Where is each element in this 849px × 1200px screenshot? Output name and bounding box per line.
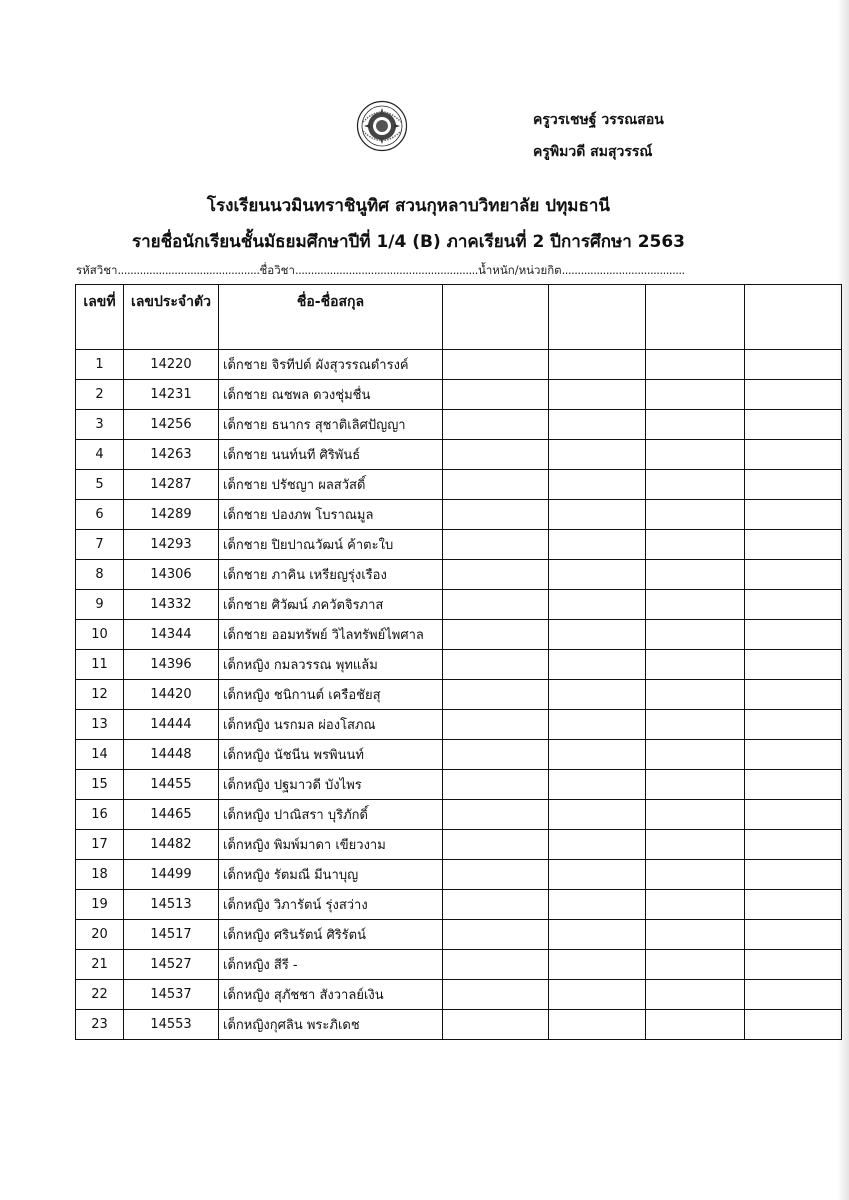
cell-name: เด็กหญิง ชนิกานต์ เครือชัยสุ	[219, 680, 443, 710]
cell-blank	[443, 440, 549, 470]
cell-blank	[443, 950, 549, 980]
cell-blank	[443, 470, 549, 500]
cell-student-id: 14527	[124, 950, 219, 980]
cell-blank	[745, 650, 842, 680]
cell-name: เด็กหญิง พิมพ์มาดา เขียวงาม	[219, 830, 443, 860]
column-header-blank-2	[549, 285, 646, 350]
cell-student-id: 14455	[124, 770, 219, 800]
cell-blank	[646, 830, 745, 860]
table-row	[76, 680, 842, 710]
cell-number: 14	[76, 740, 124, 770]
cell-blank	[646, 380, 745, 410]
cell-name: เด็กชาย ภาคิน เหรียญรุ่งเรือง	[219, 560, 443, 590]
cell-blank	[443, 590, 549, 620]
cell-blank	[443, 890, 549, 920]
cell-blank	[549, 890, 646, 920]
cell-blank	[646, 1010, 745, 1040]
student-roster-table	[75, 284, 842, 1040]
cell-number: 17	[76, 830, 124, 860]
cell-name: เด็กหญิง ศรินรัตน์ ศิริรัตน์	[219, 920, 443, 950]
subject-name-label: ชื่อวิชา	[259, 263, 295, 277]
cell-name: เด็กหญิง สีรี -	[219, 950, 443, 980]
table-row	[76, 860, 842, 890]
school-name: โรงเรียนนวมินทราชินูทิศ สวนกุหลาบวิทยาลัย ปทุมธานี	[206, 196, 611, 216]
cell-student-id: 14465	[124, 800, 219, 830]
cell-name: เด็กหญิง กมลวรรณ พุทแล้ม	[219, 650, 443, 680]
cell-blank	[745, 830, 842, 860]
cell-blank	[549, 950, 646, 980]
cell-student-id: 14231	[124, 380, 219, 410]
cell-blank	[745, 680, 842, 710]
cell-name: เด็กชาย ธนากร สุชาติเลิศปัญญา	[219, 410, 443, 440]
cell-blank	[745, 530, 842, 560]
cell-blank	[549, 740, 646, 770]
cell-blank	[549, 560, 646, 590]
cell-blank	[549, 770, 646, 800]
column-header-blank-4	[745, 285, 842, 350]
cell-name: เด็กหญิง ปาณิสรา บุริภักดิ์	[219, 800, 443, 830]
cell-blank	[745, 860, 842, 890]
table-header-row	[76, 285, 842, 350]
cell-blank	[745, 770, 842, 800]
cell-blank	[646, 530, 745, 560]
cell-blank	[646, 770, 745, 800]
cell-blank	[745, 380, 842, 410]
cell-student-id: 14448	[124, 740, 219, 770]
cell-blank	[443, 830, 549, 860]
cell-blank	[549, 860, 646, 890]
cell-blank	[745, 560, 842, 590]
cell-number: 10	[76, 620, 124, 650]
cell-student-id: 14482	[124, 830, 219, 860]
cell-number: 7	[76, 530, 124, 560]
cell-number: 5	[76, 470, 124, 500]
cell-blank	[646, 890, 745, 920]
cell-blank	[549, 410, 646, 440]
cell-blank	[745, 920, 842, 950]
credits-label: น้ำหนัก/หน่วยกิต	[477, 263, 562, 277]
cell-name: เด็กชาย ปิยปาณวัฒน์ ค้าตะใบ	[219, 530, 443, 560]
cell-number: 12	[76, 680, 124, 710]
cell-blank	[745, 350, 842, 380]
cell-blank	[549, 380, 646, 410]
table-row	[76, 380, 842, 410]
cell-blank	[646, 920, 745, 950]
cell-blank	[549, 650, 646, 680]
cell-blank	[443, 800, 549, 830]
subject-fields-line: รหัสวิชา.............................................ชื่อวิชา..........................................................น้ำหนัก/หน่วยกิต.......................................	[76, 263, 685, 277]
table-row	[76, 980, 842, 1010]
cell-blank	[549, 800, 646, 830]
column-header-number: เลขที่	[76, 285, 124, 350]
cell-number: 1	[76, 350, 124, 380]
cell-blank	[646, 500, 745, 530]
cell-name: เด็กชาย ออมทรัพย์ วิไลทรัพย์ไพศาล	[219, 620, 443, 650]
cell-blank	[443, 350, 549, 380]
column-header-blank-1	[443, 285, 549, 350]
cell-blank	[646, 650, 745, 680]
cell-blank	[549, 710, 646, 740]
cell-name: เด็กหญิง รัตมณี มีนาบุญ	[219, 860, 443, 890]
cell-number: 21	[76, 950, 124, 980]
table-row	[76, 500, 842, 530]
cell-number: 22	[76, 980, 124, 1010]
cell-student-id: 14332	[124, 590, 219, 620]
teacher-names	[533, 104, 664, 168]
cell-number: 20	[76, 920, 124, 950]
cell-number: 6	[76, 500, 124, 530]
cell-number: 18	[76, 860, 124, 890]
cell-student-id: 14263	[124, 440, 219, 470]
cell-blank	[646, 590, 745, 620]
cell-blank	[745, 980, 842, 1010]
cell-number: 16	[76, 800, 124, 830]
cell-blank	[549, 620, 646, 650]
cell-name: เด็กหญิง สุภัชชา สังวาลย์เงิน	[219, 980, 443, 1010]
cell-blank	[745, 710, 842, 740]
cell-blank	[443, 680, 549, 710]
cell-number: 19	[76, 890, 124, 920]
subject-code-label: รหัสวิชา	[76, 263, 118, 277]
cell-blank	[745, 410, 842, 440]
cell-blank	[745, 950, 842, 980]
cell-number: 8	[76, 560, 124, 590]
cell-student-id: 14220	[124, 350, 219, 380]
cell-blank	[443, 740, 549, 770]
cell-blank	[646, 980, 745, 1010]
cell-name: เด็กชาย จิรทีปต์ ผังสุวรรณดำรงค์	[219, 350, 443, 380]
table-row	[76, 410, 842, 440]
table-row	[76, 770, 842, 800]
cell-blank	[549, 680, 646, 710]
cell-name: เด็กชาย ปรัชญา ผลสวัสดิ์	[219, 470, 443, 500]
cell-student-id: 14444	[124, 710, 219, 740]
cell-number: 13	[76, 710, 124, 740]
cell-blank	[549, 980, 646, 1010]
cell-name: เด็กหญิง นัชนีน พรพินนท์	[219, 740, 443, 770]
cell-blank	[745, 500, 842, 530]
cell-student-id: 14513	[124, 890, 219, 920]
cell-blank	[549, 590, 646, 620]
cell-blank	[443, 650, 549, 680]
cell-name: เด็กหญิง นรกมล ผ่องโสภณ	[219, 710, 443, 740]
cell-name: เด็กชาย นนท์นที ศิริพันธ์	[219, 440, 443, 470]
cell-blank	[443, 770, 549, 800]
table-row	[76, 920, 842, 950]
cell-student-id: 14396	[124, 650, 219, 680]
cell-blank	[646, 740, 745, 770]
cell-blank	[443, 500, 549, 530]
table-row	[76, 1010, 842, 1040]
table-row	[76, 650, 842, 680]
cell-blank	[745, 590, 842, 620]
cell-blank	[443, 920, 549, 950]
cell-name: เด็กชาย ปองภพ โบราณมูล	[219, 500, 443, 530]
cell-name: เด็กชาย ณชพล ดวงชุ่มชื่น	[219, 380, 443, 410]
cell-number: 11	[76, 650, 124, 680]
cell-student-id: 14344	[124, 620, 219, 650]
cell-student-id: 14553	[124, 1010, 219, 1040]
cell-student-id: 14289	[124, 500, 219, 530]
cell-number: 4	[76, 440, 124, 470]
cell-blank	[443, 410, 549, 440]
cell-name: เด็กชาย ศิวัฒน์ ภควัตจิรภาส	[219, 590, 443, 620]
column-header-student-id: เลขประจำตัว	[124, 285, 219, 350]
cell-number: 3	[76, 410, 124, 440]
cell-blank	[745, 470, 842, 500]
cell-student-id: 14287	[124, 470, 219, 500]
cell-blank	[549, 530, 646, 560]
cell-blank	[646, 710, 745, 740]
cell-blank	[745, 620, 842, 650]
cell-blank	[646, 860, 745, 890]
table-row	[76, 350, 842, 380]
table-row	[76, 620, 842, 650]
table-row	[76, 440, 842, 470]
cell-blank	[646, 560, 745, 590]
cell-blank	[443, 380, 549, 410]
cell-blank	[646, 680, 745, 710]
cell-blank	[443, 980, 549, 1010]
cell-student-id: 14499	[124, 860, 219, 890]
cell-student-id: 14306	[124, 560, 219, 590]
column-header-name: ชื่อ-ชื่อสกุล	[219, 285, 443, 350]
table-row	[76, 800, 842, 830]
cell-blank	[549, 830, 646, 860]
table-row	[76, 830, 842, 860]
cell-student-id: 14256	[124, 410, 219, 440]
cell-student-id: 14537	[124, 980, 219, 1010]
cell-blank	[549, 920, 646, 950]
cell-blank	[646, 350, 745, 380]
cell-number: 2	[76, 380, 124, 410]
cell-blank	[646, 620, 745, 650]
roster-body	[76, 350, 842, 1040]
table-row	[76, 740, 842, 770]
cell-blank	[443, 1010, 549, 1040]
cell-blank	[549, 350, 646, 380]
table-row	[76, 710, 842, 740]
cell-blank	[549, 470, 646, 500]
cell-name: เด็กหญิง ปฐมาวดี บังไพร	[219, 770, 443, 800]
list-title: รายชื่อนักเรียนชั้นมัธยมศึกษาปีที่ 1/4 (B) ภาคเรียนที่ 2 ปีการศึกษา 2563	[131, 232, 686, 252]
table-row	[76, 530, 842, 560]
cell-student-id: 14517	[124, 920, 219, 950]
cell-blank	[745, 1010, 842, 1040]
teacher-1: ครูวรเชษฐ์ วรรณสอน	[533, 112, 664, 128]
cell-blank	[443, 620, 549, 650]
cell-student-id: 14420	[124, 680, 219, 710]
cell-name: เด็กหญิง วิภารัตน์ รุ่งสว่าง	[219, 890, 443, 920]
cell-blank	[646, 800, 745, 830]
table-row	[76, 890, 842, 920]
cell-blank	[443, 530, 549, 560]
cell-blank	[745, 440, 842, 470]
cell-blank	[646, 410, 745, 440]
cell-blank	[646, 950, 745, 980]
teacher-2: ครูพิมวดี สมสุวรรณ์	[533, 144, 653, 160]
cell-number: 9	[76, 590, 124, 620]
cell-blank	[443, 710, 549, 740]
cell-blank	[646, 440, 745, 470]
cell-blank	[443, 860, 549, 890]
table-row	[76, 470, 842, 500]
table-row	[76, 950, 842, 980]
cell-student-id: 14293	[124, 530, 219, 560]
cell-blank	[549, 440, 646, 470]
cell-number: 15	[76, 770, 124, 800]
school-emblem-icon	[356, 100, 408, 152]
cell-number: 23	[76, 1010, 124, 1040]
cell-blank	[745, 740, 842, 770]
cell-blank	[549, 1010, 646, 1040]
cell-blank	[646, 470, 745, 500]
table-row	[76, 590, 842, 620]
cell-blank	[549, 500, 646, 530]
table-row	[76, 560, 842, 590]
cell-blank	[745, 800, 842, 830]
cell-blank	[443, 560, 549, 590]
cell-name: เด็กหญิงกุศลิน พระภิเดช	[219, 1010, 443, 1040]
column-header-blank-3	[646, 285, 745, 350]
cell-blank	[745, 890, 842, 920]
